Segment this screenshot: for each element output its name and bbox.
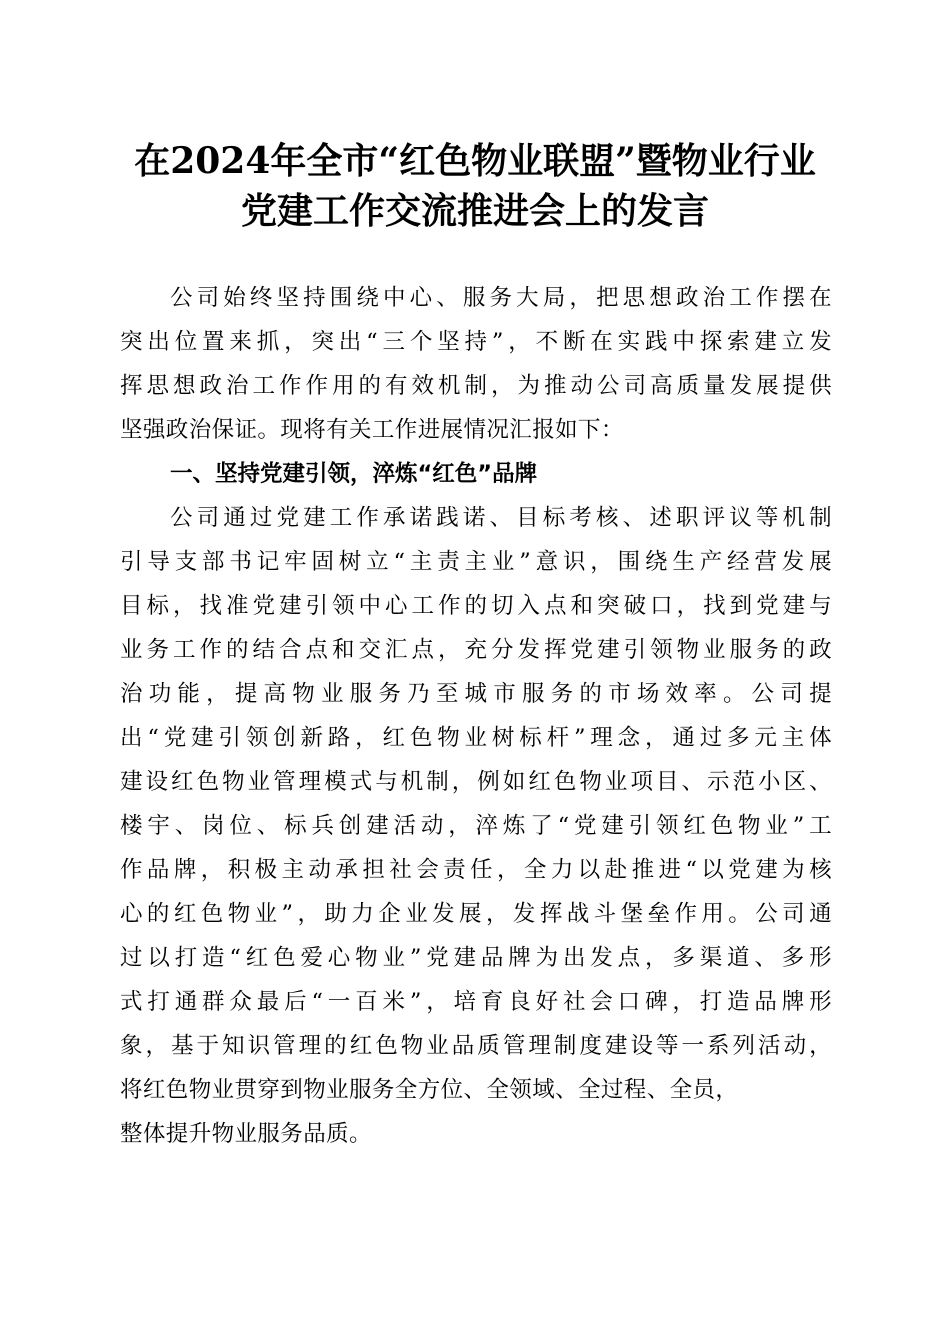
section-1-line-7: 建设红色物业管理模式与机制，例如红色物业项目、示范小区、 <box>120 769 832 795</box>
section-1-line-1: 公司通过党建工作承诺践诺、目标考核、述职评议等机制 <box>170 505 832 531</box>
section-1-line-9: 作品牌，积极主动承担社会责任，全力以赴推进“以党建为核 <box>120 857 832 883</box>
intro-line-1: 公司始终坚持围绕中心、服务大局，把思想政治工作摆在 <box>170 285 832 311</box>
document-title <box>80 136 870 236</box>
section-1-line-12: 式打通群众最后“一百米”，培育良好社会口碑，打造品牌形 <box>120 989 832 1015</box>
section-1-line-15: 整体提升物业服务品质。 <box>120 1121 372 1147</box>
section-1-line-10: 心的红色物业”，助力企业发展，发挥战斗堡垒作用。公司通 <box>120 901 832 927</box>
title-line-1: 在2024年全市“红色物业联盟”暨物业行业 <box>134 140 816 182</box>
intro-line-3: 挥思想政治工作作用的有效机制，为推动公司高质量发展提供 <box>120 373 832 399</box>
intro-line-4: 坚强政治保证。现将有关工作进展情况汇报如下： <box>120 417 624 443</box>
section-1-line-3: 目标，找准党建引领中心工作的切入点和突破口，找到党建与 <box>120 593 832 619</box>
section-1-line-5: 治功能，提高物业服务乃至城市服务的市场效率。公司提 <box>120 681 832 707</box>
section-1-line-8: 楼宇、岗位、标兵创建活动，淬炼了“党建引领红色物业”工 <box>120 813 832 839</box>
section-1-line-2: 引导支部书记牢固树立“主责主业”意识，围绕生产经营发展 <box>120 549 832 575</box>
section-1-line-6: 出“党建引领创新路，红色物业树标杆”理念，通过多元主体 <box>120 725 832 751</box>
section-1-line-11: 过以打造“红色爱心物业”党建品牌为出发点，多渠道、多形 <box>120 945 832 971</box>
intro-line-2: 突出位置来抓，突出“三个坚持”，不断在实践中探索建立发 <box>120 329 832 355</box>
document-body <box>120 276 832 1156</box>
section-1-line-4: 业务工作的结合点和交汇点，充分发挥党建引领物业服务的政 <box>120 637 832 663</box>
section-1-line-13: 象，基于知识管理的红色物业品质管理制度建设等一系列活动， <box>120 1033 832 1059</box>
section-1-heading: 一、坚持党建引领，淬炼“红色”品牌 <box>170 461 538 487</box>
title-line-2: 党建工作交流推进会上的发言 <box>240 190 709 232</box>
section-1-line-14: 将红色物业贯穿到物业服务全方位、全领域、全过程、全员， <box>120 1077 739 1103</box>
